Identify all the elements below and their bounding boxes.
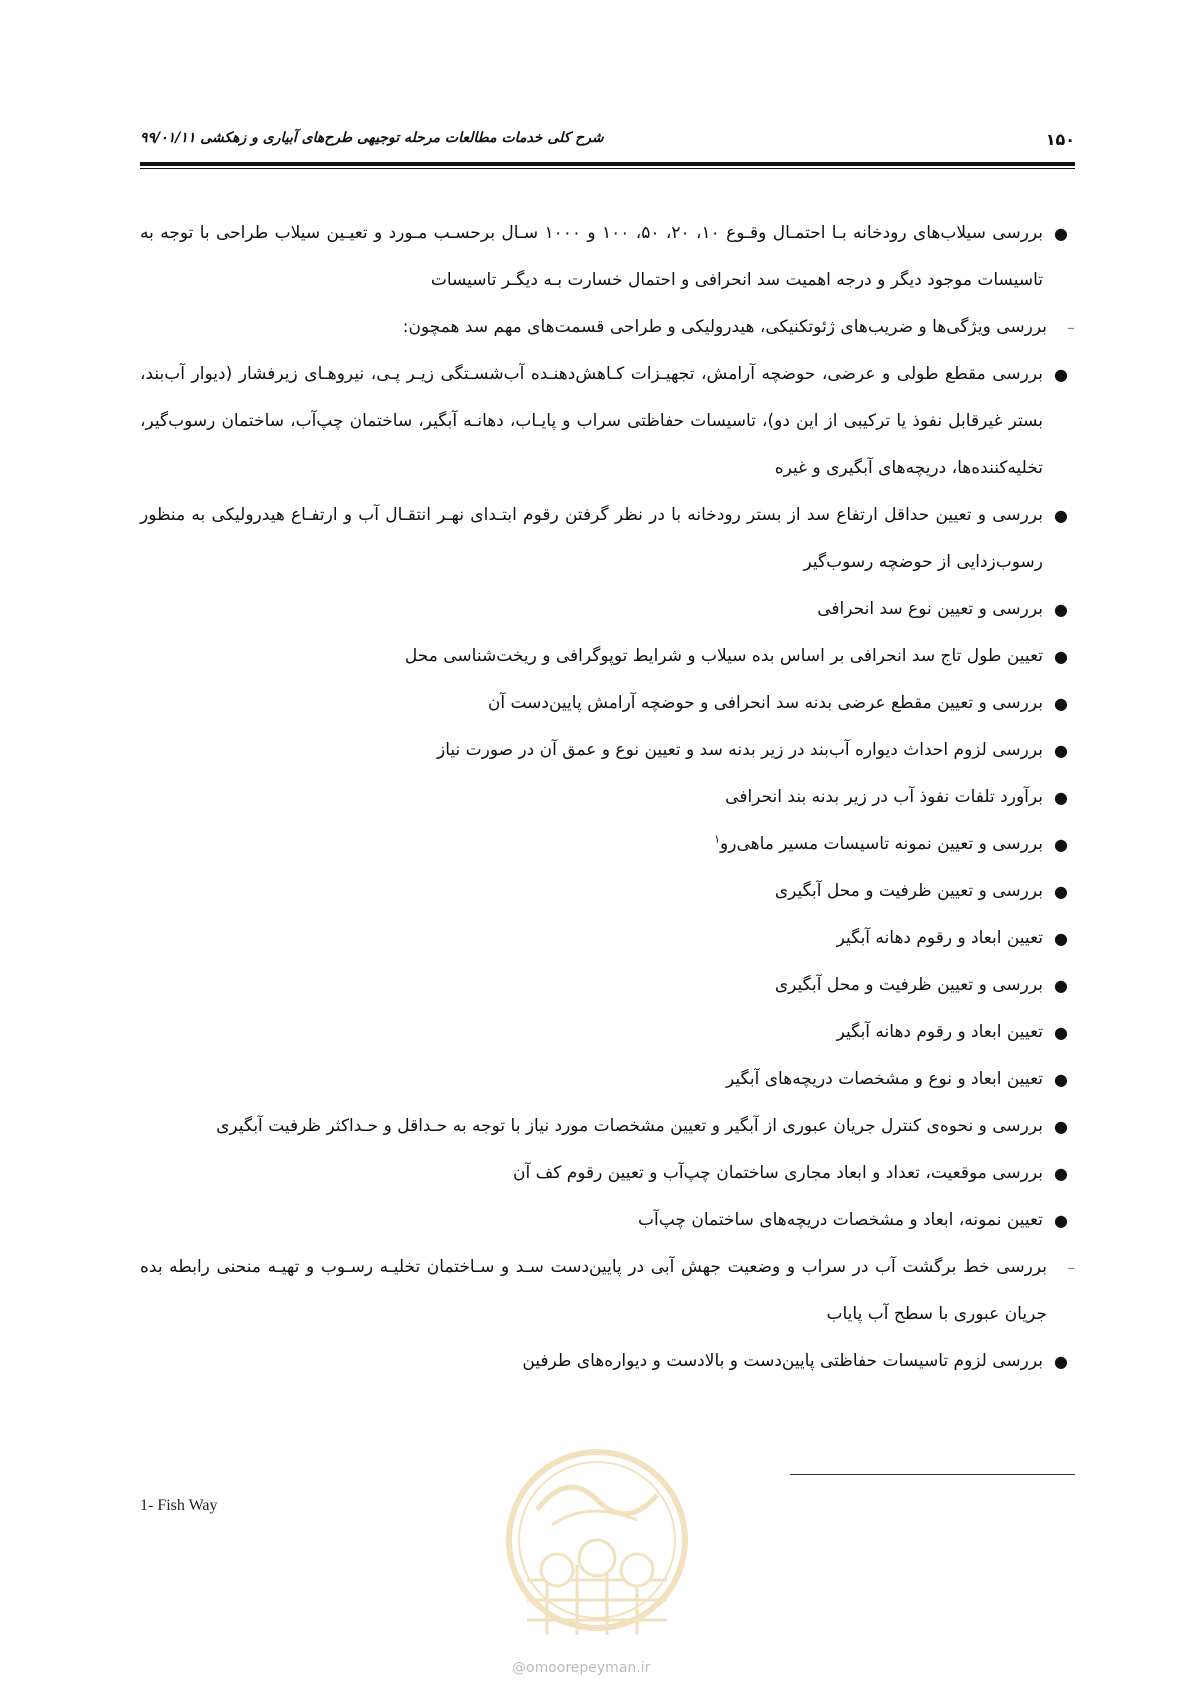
list-item-text: بررسی مقطع طولی و عرضی، حوضچه آرامش، تجهیـزات کـاهش‌دهنـده آب‌شسـتگی زیـر پـی، نیروهـای زیرفشار (دیوار آب‌بند، بستر غیرقابل نفوذ یا ترکیبی از این دو)، تاسیسات حفاظتی سراب و پایـاب، دهانـه آبگیر، ساختمان چپ‌آب، ساختمان رسوب‌گیر، تخلیه‌کننده‌ها، دریچه‌های آبگیری و غیره xyxy=(140,364,1043,478)
page-header xyxy=(140,126,1075,158)
list-item-text: بررسی سیلاب‌های رودخانه بـا احتمـال وقـوع ۱۰، ۲۰، ۵۰، ۱۰۰ و ۱۰۰۰ سـال برحسـب مـورد و تعیـین سیلاب طراحی با توجه به تاسیسات موجود دیگر و درجه اهمیت سد انحرافی و احتمال خسارت بـه دیگـر تاسیسات xyxy=(140,223,1044,290)
dash-icon: – xyxy=(1067,1258,1075,1277)
header-rule-thick xyxy=(140,162,1075,166)
bullet-icon: ● xyxy=(1054,647,1068,666)
footnote-reference[interactable]: ۱ xyxy=(714,832,721,846)
list-item-text: بررسی و تعیین ظرفیت و محل آبگیری xyxy=(774,881,1043,901)
list-item xyxy=(140,868,1075,915)
page-number: ۱۵۰ xyxy=(1045,130,1075,149)
list-item xyxy=(140,492,1075,586)
list-item-text: بررسی لزوم احداث دیواره آب‌بند در زیر بدنه سد و تعیین نوع و عمق آن در صورت نیاز xyxy=(436,740,1043,760)
list-item xyxy=(140,1197,1075,1244)
bullet-icon: ● xyxy=(1054,224,1068,243)
bullet-icon: ● xyxy=(1054,365,1068,384)
footnote: 1- Fish Way xyxy=(140,1497,218,1514)
list-item-text: تعیین ابعاد و رقوم دهانه آبگیر xyxy=(836,1022,1043,1042)
bullet-icon: ● xyxy=(1054,741,1068,760)
list-item-text: بررسی ویژگی‌ها و ضریب‌های ژئوتکنیکی، هیدرولیکی و طراحی قسمت‌های مهم سد همچون: xyxy=(402,317,1047,337)
list-item-text: تعیین ابعاد و رقوم دهانه آبگیر xyxy=(836,928,1043,948)
bullet-icon: ● xyxy=(1054,835,1068,854)
list-item xyxy=(140,821,1075,868)
list-item xyxy=(140,727,1075,774)
bullet-icon: ● xyxy=(1054,1352,1068,1371)
list-item-text: بررسی و تعیین حداقل ارتفاع سد از بستر رودخانه با در نظر گرفتن رقوم ابتـدای نهـر انتقـال آب و ارتفـاع هیدرولیکی به منظور رسوب‌زدایی از حوضچه رسوب‌گیر xyxy=(140,505,1043,572)
list-item xyxy=(140,915,1075,962)
list-item-text: بررسی و تعیین نوع سد انحرافی xyxy=(817,599,1043,619)
bullet-icon: ● xyxy=(1054,600,1068,619)
running-title: شرح کلی خدمات مطالعات مرحله توجیهی طرح‌های آبیاری و زهکشی ۹۹/۰۱/۱۱ xyxy=(140,130,604,146)
list-item xyxy=(140,1103,1075,1150)
list-item xyxy=(140,1150,1075,1197)
list-item xyxy=(140,1338,1075,1385)
list-item-text: برآورد تلفات نفوذ آب در زیر بدنه بند انحرافی xyxy=(725,787,1043,807)
list-item-text: تعیین ابعاد و نوع و مشخصات دریچه‌های آبگیر xyxy=(725,1069,1043,1089)
list-item xyxy=(140,1244,1075,1338)
list-item xyxy=(140,680,1075,727)
list-item xyxy=(140,210,1075,304)
list-item-text: بررسی و نحوه‌ی کنترل جریان عبوری از آبگیر و تعیین مشخصات مورد نیاز با توجه به حـداقل و حـداکثر ظرفیت آبگیری xyxy=(216,1116,1043,1136)
list-item-text: بررسی لزوم تاسیسات حفاظتی پایین‌دست و بالادست و دیواره‌های طرفین xyxy=(522,1351,1043,1371)
bullet-icon: ● xyxy=(1054,976,1068,995)
bullet-icon: ● xyxy=(1054,1117,1068,1136)
list-item-text: بررسی خط برگشت آب در سراب و وضعیت جهش آبی در پایین‌دست سـد و سـاختمان تخلیـه رسـوب و تهیـه منحنی رابطه بده جریان عبوری با سطح آب پایاب xyxy=(140,1257,1047,1324)
bullet-icon: ● xyxy=(1054,788,1068,807)
bullet-icon: ● xyxy=(1054,929,1068,948)
bullet-icon: ● xyxy=(1054,882,1068,901)
dash-icon: – xyxy=(1067,318,1075,337)
list-item xyxy=(140,304,1075,351)
bullet-icon: ● xyxy=(1054,1023,1068,1042)
header-rule-thin xyxy=(140,168,1075,169)
list-item-text: تعیین نمونه، ابعاد و مشخصات دریچه‌های ساختمان چپ‌آب xyxy=(638,1210,1043,1230)
list-item-text: بررسی موقعیت، تعداد و ابعاد مجاری ساختمان چپ‌آب و تعیین رقوم کف آن xyxy=(512,1163,1043,1183)
list-item xyxy=(140,586,1075,633)
list-item xyxy=(140,1009,1075,1056)
bullet-icon: ● xyxy=(1054,1070,1068,1089)
list-item-text: بررسی و تعیین نمونه تاسیسات مسیر ماهی‌رو xyxy=(720,834,1043,854)
list-item xyxy=(140,774,1075,821)
list-item xyxy=(140,351,1075,492)
list-item-text: بررسی و تعیین مقطع عرضی بدنه سد انحرافی و حوضچه آرامش پایین‌دست آن xyxy=(487,693,1043,713)
watermark-url: @omoorepeyman.ir xyxy=(512,1660,651,1676)
list-item-text: تعیین طول تاج سد انحرافی بر اساس بده سیلاب و شرایط توپوگرافی و ریخت‌شناسی محل xyxy=(404,646,1043,666)
footnote-rule xyxy=(790,1474,1075,1475)
list-item xyxy=(140,1056,1075,1103)
bullet-icon: ● xyxy=(1054,1211,1068,1230)
body-text xyxy=(140,210,1075,1385)
watermark-logo xyxy=(497,1440,697,1670)
bullet-icon: ● xyxy=(1054,506,1068,525)
bullet-icon: ● xyxy=(1054,694,1068,713)
list-item xyxy=(140,633,1075,680)
bullet-icon: ● xyxy=(1054,1164,1068,1183)
list-item-text: بررسی و تعیین ظرفیت و محل آبگیری xyxy=(774,975,1043,995)
list-item xyxy=(140,962,1075,1009)
